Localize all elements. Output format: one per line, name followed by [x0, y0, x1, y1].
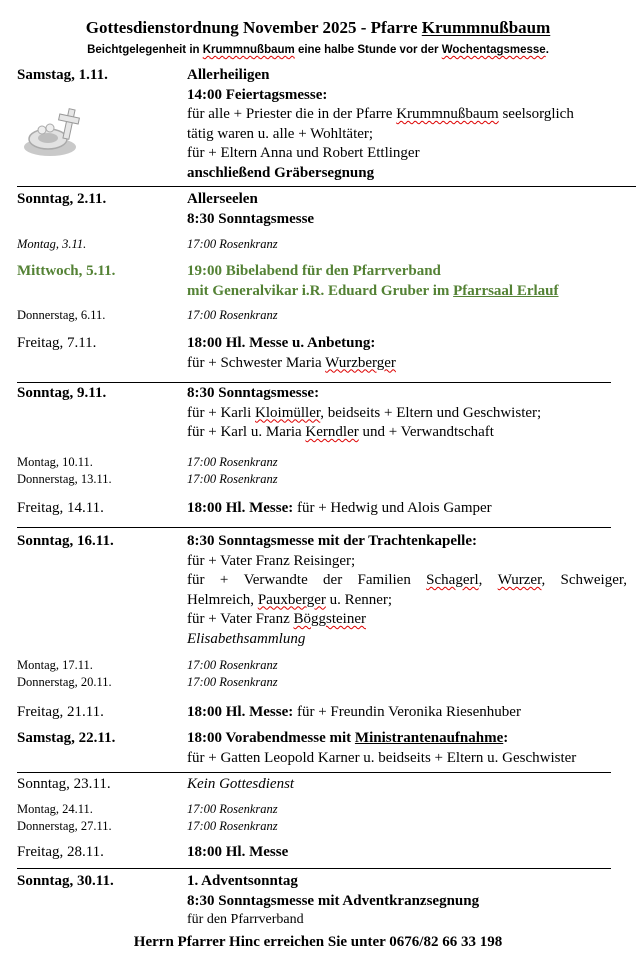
entry-content — [187, 729, 636, 768]
title-text: Gottesdienstordnung November 2025 - Pfarre — [85, 18, 422, 37]
divider — [17, 772, 611, 773]
title-place: Krummnußbaum — [421, 18, 551, 37]
entry-date: Sonntag, 30.11. — [17, 873, 114, 889]
entry-line: für alle + Priester die in der Pfarre Krummnußbaum seelsorglich — [187, 106, 574, 122]
entry-line: anschließend Gräbersegnung — [187, 164, 375, 181]
entry-line: 1. Adventsonntag — [187, 873, 298, 889]
entry-line: Allerheiligen — [187, 67, 270, 83]
entry-content — [187, 872, 636, 929]
confession-note — [0, 44, 636, 56]
entry-date: Sonntag, 23.11. — [17, 776, 111, 792]
entry-date: Montag, 24.11. — [17, 802, 93, 816]
divider — [17, 527, 611, 528]
note-text: eine halbe Stunde vor der — [294, 44, 442, 56]
divider — [17, 186, 636, 187]
entry-line: für + Verwandte der Familien Schagerl, Wurzer, Schweiger, — [187, 572, 627, 588]
entry-date: Montag, 10.11. — [17, 455, 93, 469]
entry-date: Samstag, 22.11. — [17, 730, 116, 746]
entry-date: Samstag, 1.11. — [17, 67, 108, 83]
note-word: Wochentagsmesse — [441, 44, 546, 56]
entry-line: 18:00 Hl. Messe: für + Hedwig und Alois Gamper — [187, 500, 492, 516]
entry-date: Donnerstag, 6.11. — [17, 308, 106, 322]
entry-line: 18:00 Hl. Messe u. Anbetung: — [187, 335, 376, 351]
contact-footer: Herrn Pfarrer Hinc erreichen Sie unter 0676/82 66 33 198 — [133, 934, 503, 950]
grave-wreath-cross-icon — [22, 103, 86, 161]
entry-content — [187, 262, 636, 301]
entry-line: für den Pfarrverband — [187, 912, 304, 927]
entry-line: für + Karli Kloimüller, beidseits + Eltern und Geschwister; — [187, 404, 542, 421]
entry-line: tätig waren u. alle + Wohltäter; — [187, 125, 374, 142]
entry-line: 17:00 Rosenkranz — [187, 675, 278, 689]
entry-line: 8:30 Sonntagsmesse — [187, 210, 315, 227]
note-text: Beichtgelegenheit in — [87, 44, 203, 56]
page-title — [0, 18, 636, 38]
entry-line: 8:30 Sonntagsmesse mit der Trachtenkapelle: — [187, 533, 477, 549]
entry-line: Elisabethsammlung — [187, 630, 306, 647]
entry-content — [187, 190, 636, 229]
entry-line: 8:30 Sonntagsmesse mit Adventkranzsegnung — [187, 892, 480, 909]
entry-line: 17:00 Rosenkranz — [187, 308, 278, 322]
entry-date: Montag, 3.11. — [17, 237, 87, 251]
entry-line: 18:00 Hl. Messe: für + Freundin Veronika Riesenhuber — [187, 704, 521, 720]
entry-date: Donnerstag, 27.11. — [17, 819, 112, 833]
entry-content — [187, 66, 636, 183]
entry-line: 17:00 Rosenkranz — [187, 472, 278, 486]
entry-line: 14:00 Feiertagsmesse: — [187, 86, 328, 103]
entry-line: für + Vater Franz Böggsteiner — [187, 611, 366, 627]
entry-line: 8:30 Sonntagsmesse: — [187, 385, 320, 401]
entry-date: Sonntag, 9.11. — [17, 385, 107, 401]
entry-line: für + Gatten Leopold Karner u. beidseits + Eltern u. Geschwister — [187, 749, 577, 766]
entry-date: Sonntag, 16.11. — [17, 533, 114, 549]
entry-line: 17:00 Rosenkranz — [187, 802, 278, 816]
entry-date: Freitag, 28.11. — [17, 844, 104, 860]
entry-line: für + Karl u. Maria Kerndler und + Verwandtschaft — [187, 424, 494, 440]
entry-content — [187, 334, 636, 373]
entry-content — [187, 384, 636, 443]
entry-line: 17:00 Rosenkranz — [187, 237, 278, 251]
entry-date: Freitag, 7.11. — [17, 335, 97, 351]
divider — [17, 868, 611, 869]
entry-date: Donnerstag, 20.11. — [17, 675, 112, 689]
entry-line: 17:00 Rosenkranz — [187, 455, 278, 469]
entry-line: 18:00 Vorabendmesse mit Ministrantenaufnahme: — [187, 730, 509, 746]
location-link: Pfarrsaal Erlauf — [453, 282, 559, 299]
entry-date: Freitag, 14.11. — [17, 500, 104, 516]
entry-line: Kein Gottesdienst — [187, 776, 295, 792]
entry-line: 18:00 Hl. Messe — [187, 844, 289, 860]
entry-date: Montag, 17.11. — [17, 658, 93, 672]
note-place: Krummnußbaum — [202, 44, 295, 56]
entry-line: mit Generalvikar i.R. Eduard Gruber im Pfarrsaal Erlauf — [187, 282, 559, 299]
divider — [17, 382, 611, 383]
entry-content — [187, 532, 627, 649]
entry-date: Sonntag, 2.11. — [17, 191, 107, 207]
entry-date: Donnerstag, 13.11. — [17, 472, 112, 486]
entry-line: 17:00 Rosenkranz — [187, 658, 278, 672]
entry-date: Mittwoch, 5.11. — [17, 263, 116, 279]
entry-line: für + Eltern Anna und Robert Ettlinger — [187, 145, 420, 161]
entry-line: Allerseelen — [187, 191, 258, 207]
note-text: . — [545, 44, 549, 56]
entry-line: Helmreich, Pauxberger u. Renner; — [187, 591, 393, 608]
entry-date: Freitag, 21.11. — [17, 704, 104, 720]
entry-line: für + Vater Franz Reisinger; — [187, 552, 356, 569]
entry-line: 17:00 Rosenkranz — [187, 819, 278, 833]
entry-line: für + Schwester Maria Wurzberger — [187, 354, 396, 371]
entry-line: 19:00 Bibelabend für den Pfarrverband — [187, 263, 441, 279]
